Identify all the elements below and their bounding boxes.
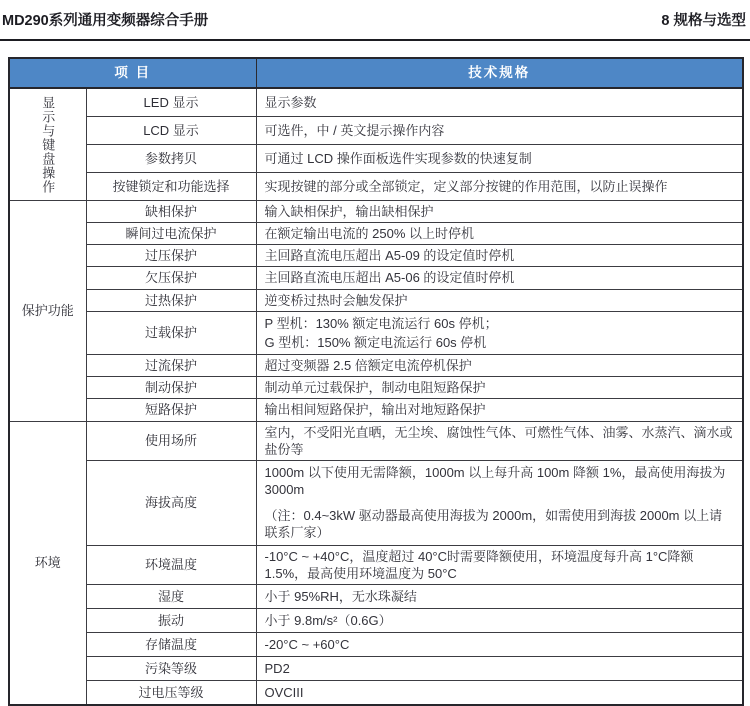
spec-cell: 超过变频器 2.5 倍额定电流停机保护 xyxy=(256,355,743,377)
group-label: 显示与键盘操作 xyxy=(40,95,56,194)
item-cell: 使用场所 xyxy=(86,421,256,460)
group-label: 保护功能 xyxy=(21,303,74,319)
item-cell: 过电压等级 xyxy=(86,680,256,705)
spec-cell: -10°C ~ +40°C，温度超过 40°C时需要降额使用，环境温度每升高 1°C降额 1.5%，最高使用环境温度为 50°C xyxy=(256,545,743,584)
item-cell: 过流保护 xyxy=(86,355,256,377)
spec-cell: 可选件，中 / 英文提示操作内容 xyxy=(256,117,743,145)
item-cell: 过热保护 xyxy=(86,289,256,311)
group-cell-environment xyxy=(9,421,86,705)
spec-note: （注：0.4~3kW 驱动器最高使用海拔为 2000m，如需使用到海拔 2000m 以上请联系厂家） xyxy=(264,508,723,541)
group-label: 环境 xyxy=(34,555,61,571)
col-header-spec: 技术规格 xyxy=(256,58,743,88)
item-cell: 振动 xyxy=(86,608,256,632)
group-cell-protection xyxy=(9,201,86,422)
doc-title: MD290系列通用变频器综合手册 xyxy=(2,13,209,29)
spec-cell: PD2 xyxy=(256,656,743,680)
spec-cell: 输入缺相保护，输出缺相保护 xyxy=(256,201,743,223)
spec-cell: 可通过 LCD 操作面板选件实现参数的快速复制 xyxy=(256,145,743,173)
group-cell-display-keypad xyxy=(9,88,86,201)
item-cell: 存储温度 xyxy=(86,632,256,656)
spec-cell: 小于 95%RH，无水珠凝结 xyxy=(256,584,743,608)
item-cell: 过载保护 xyxy=(86,311,256,354)
spec-cell: 主回路直流电压超出 A5-09 的设定值时停机 xyxy=(256,245,743,267)
table-row xyxy=(9,355,743,377)
table-row xyxy=(9,245,743,267)
table-row xyxy=(9,223,743,245)
item-cell: 按键锁定和功能选择 xyxy=(86,173,256,201)
item-cell: 瞬间过电流保护 xyxy=(86,223,256,245)
table-row xyxy=(9,545,743,584)
item-cell: LED 显示 xyxy=(86,88,256,117)
spec-cell: 显示参数 xyxy=(256,88,743,117)
spec-cell: 小于 9.8m/s²（0.6G） xyxy=(256,608,743,632)
item-cell: 短路保护 xyxy=(86,399,256,421)
item-cell: 海拔高度 xyxy=(86,460,256,545)
spec-line: G 型机：150% 额定电流运行 60s 停机 xyxy=(264,334,487,350)
item-cell: 参数拷贝 xyxy=(86,145,256,173)
table-row xyxy=(9,656,743,680)
spec-cell: 逆变桥过热时会触发保护 xyxy=(256,289,743,311)
table-row xyxy=(9,173,743,201)
page-header xyxy=(0,0,750,30)
table-row xyxy=(9,632,743,656)
table-row xyxy=(9,377,743,399)
spec-line: P 型机：130% 额定电流运行 60s 停机； xyxy=(264,315,498,331)
col-header-item: 项 目 xyxy=(9,58,256,88)
chapter-title: 8 规格与选型 xyxy=(661,13,746,29)
header-rule xyxy=(0,39,750,41)
spec-line: 1000m 以下使用无需降额，1000m 以上每升高 100m 降额 1%，最高使用海拔为 3000m xyxy=(264,464,726,498)
table-row xyxy=(9,289,743,311)
table-row xyxy=(9,421,743,460)
spec-cell: 制动单元过载保护，制动电阻短路保护 xyxy=(256,377,743,399)
item-cell: 欠压保护 xyxy=(86,267,256,289)
table-row xyxy=(9,584,743,608)
item-cell: 湿度 xyxy=(86,584,256,608)
spec-cell: 室内，不受阳光直晒，无尘埃、腐蚀性气体、可燃性气体、油雾、水蒸汽、滴水或盐份等 xyxy=(256,421,743,460)
item-cell: 制动保护 xyxy=(86,377,256,399)
item-cell: LCD 显示 xyxy=(86,117,256,145)
item-cell: 过压保护 xyxy=(86,245,256,267)
table-row xyxy=(9,201,743,223)
table-header-row xyxy=(9,58,743,88)
spec-cell: 在额定输出电流的 250% 以上时停机 xyxy=(256,223,743,245)
table-row xyxy=(9,117,743,145)
spec-cell: OVCIII xyxy=(256,680,743,705)
spec-cell xyxy=(256,460,743,545)
item-cell: 缺相保护 xyxy=(86,201,256,223)
spec-cell: 实现按键的部分或全部锁定，定义部分按键的作用范围，以防止误操作 xyxy=(256,173,743,201)
table-row xyxy=(9,680,743,705)
table-row xyxy=(9,399,743,421)
table-row xyxy=(9,608,743,632)
spec-cell: 输出相间短路保护，输出对地短路保护 xyxy=(256,399,743,421)
item-cell: 环境温度 xyxy=(86,545,256,584)
spec-cell xyxy=(256,311,743,354)
table-row xyxy=(9,267,743,289)
table-row xyxy=(9,311,743,354)
spec-table xyxy=(8,57,744,706)
table-row xyxy=(9,88,743,117)
spec-cell: 主回路直流电压超出 A5-06 的设定值时停机 xyxy=(256,267,743,289)
table-row xyxy=(9,145,743,173)
item-cell: 污染等级 xyxy=(86,656,256,680)
spec-cell: -20°C ~ +60°C xyxy=(256,632,743,656)
table-row xyxy=(9,460,743,545)
